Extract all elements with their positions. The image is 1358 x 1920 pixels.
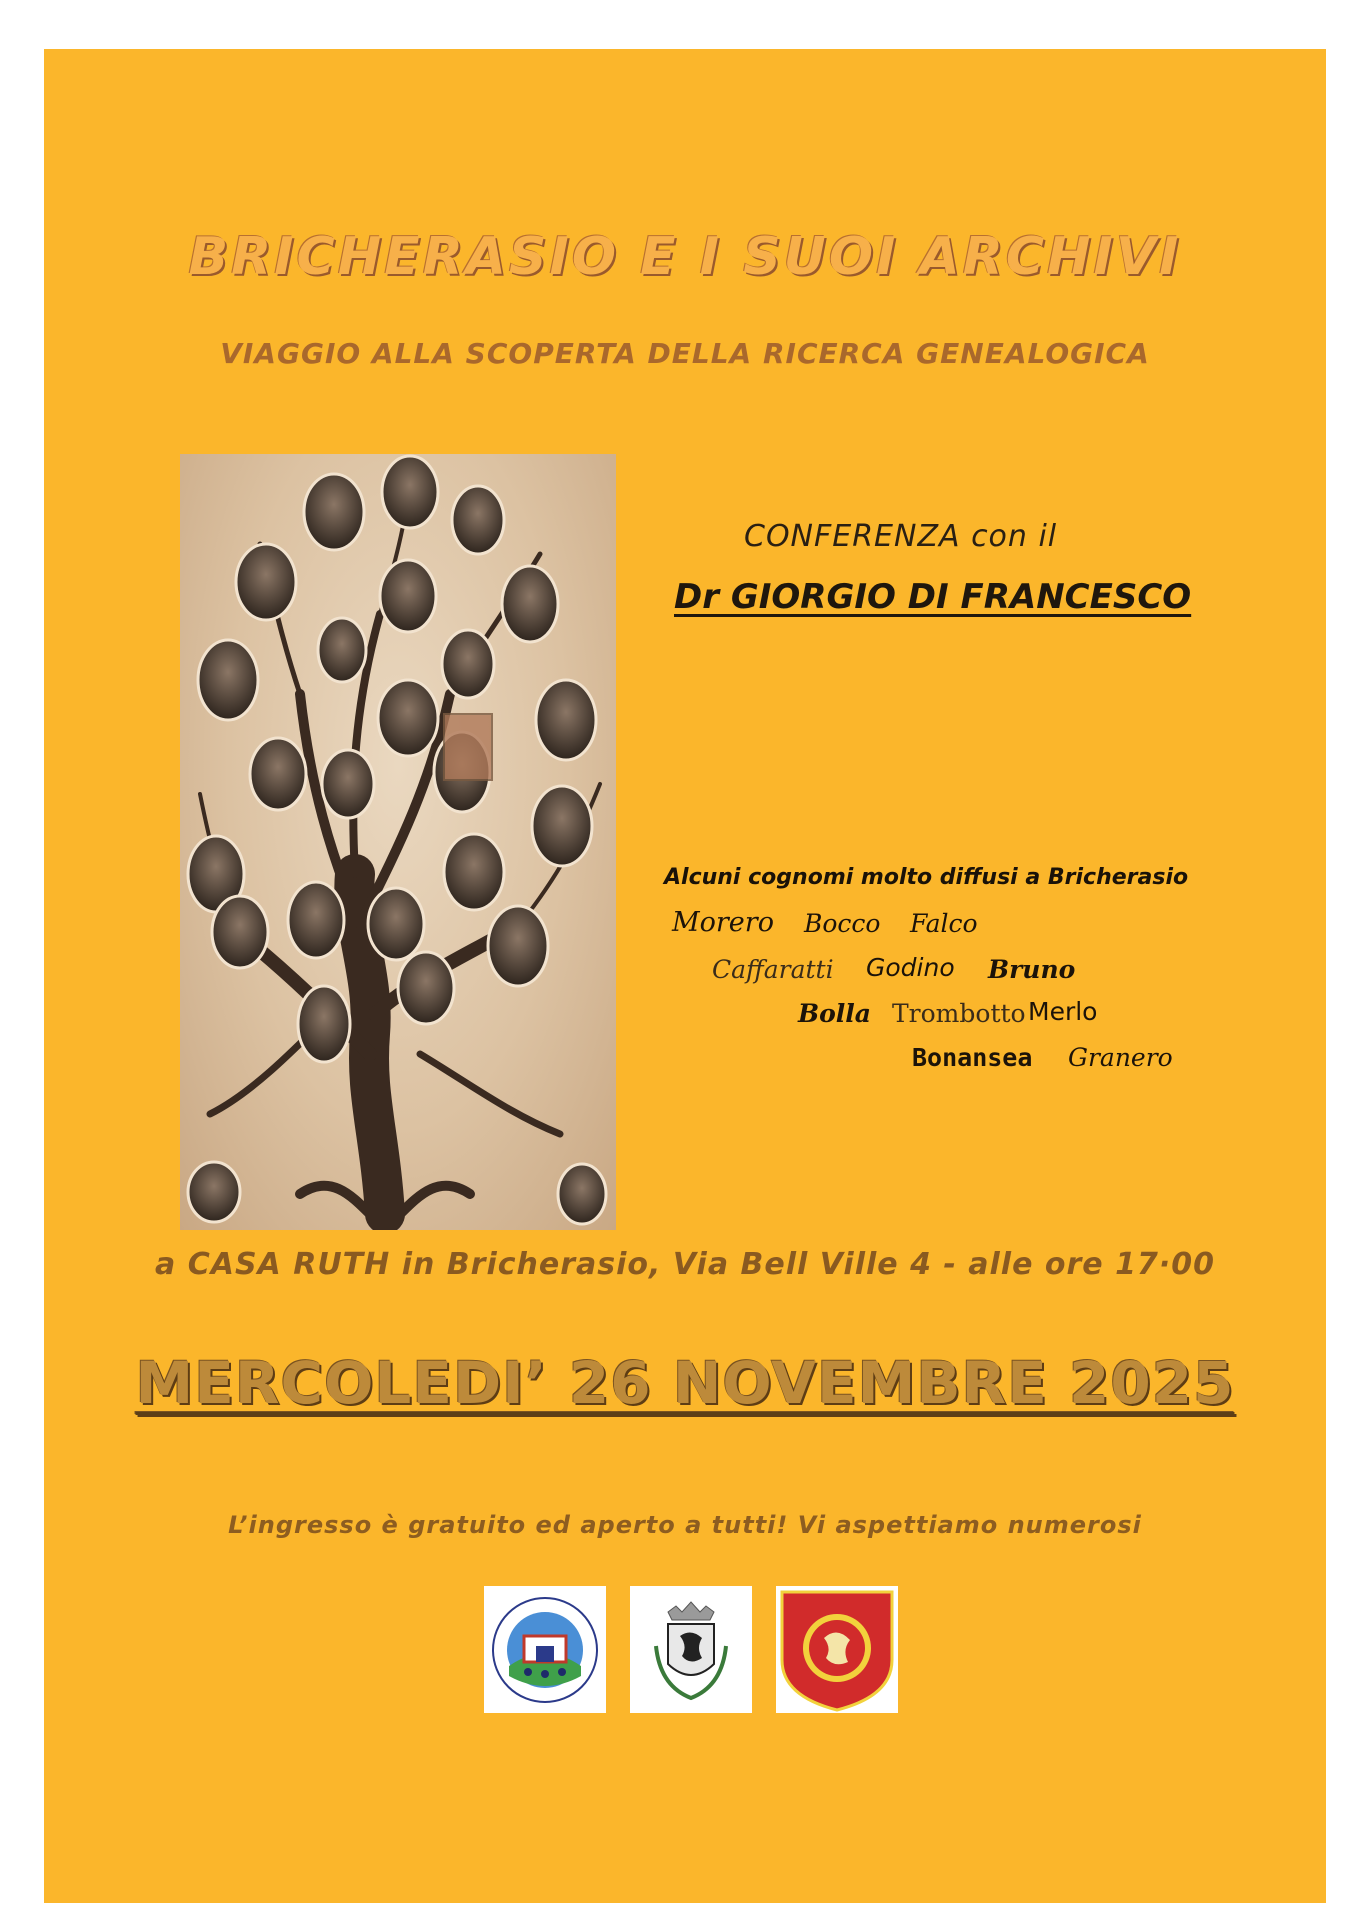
surname-bruno: Bruno — [988, 955, 1076, 984]
surname-morero: Morero — [672, 907, 774, 938]
pro-loco-logo — [776, 1586, 898, 1713]
surname-godino: Godino — [866, 953, 955, 982]
event-date: MERCOLEDI’ 26 NOVEMBRE 2025 — [135, 1349, 1235, 1417]
entry-info: L’ingresso è gratuito ed aperto a tutti! Vi aspettiamo numerosi — [228, 1511, 1142, 1539]
surname-caffaratti: Caffaratti — [712, 955, 834, 984]
surnames-heading: Alcuni cognomi molto diffusi a Bricherasio — [664, 865, 1189, 890]
family-tree-image — [180, 454, 616, 1230]
surname-granero: Granero — [1068, 1043, 1173, 1072]
surname-falco: Falco — [910, 909, 978, 938]
poster — [44, 49, 1326, 1903]
speaker-name: Dr GIORGIO DI FRANCESCO — [674, 577, 1192, 617]
surname-bolla: Bolla — [798, 999, 871, 1028]
surname-bocco: Bocco — [804, 909, 881, 938]
poster-subtitle: VIAGGIO ALLA SCOPERTA DELLA RICERCA GENEALOGICA — [220, 337, 1150, 370]
venue-text: a CASA RUTH in Bricherasio, Via Bell Ville 4 - alle ore 17·00 — [155, 1247, 1215, 1282]
comune-bricherasio-logo — [630, 1586, 752, 1713]
poster-title: BRICHERASIO E I SUOI ARCHIVI — [188, 227, 1182, 287]
surname-trombotto: Trombotto — [892, 999, 1026, 1028]
casa-ruth-logo — [484, 1586, 606, 1713]
surname-bonansea: Bonansea — [912, 1043, 1033, 1072]
surname-merlo: Merlo — [1028, 997, 1098, 1026]
conference-label: CONFERENZA con il — [744, 519, 1058, 554]
